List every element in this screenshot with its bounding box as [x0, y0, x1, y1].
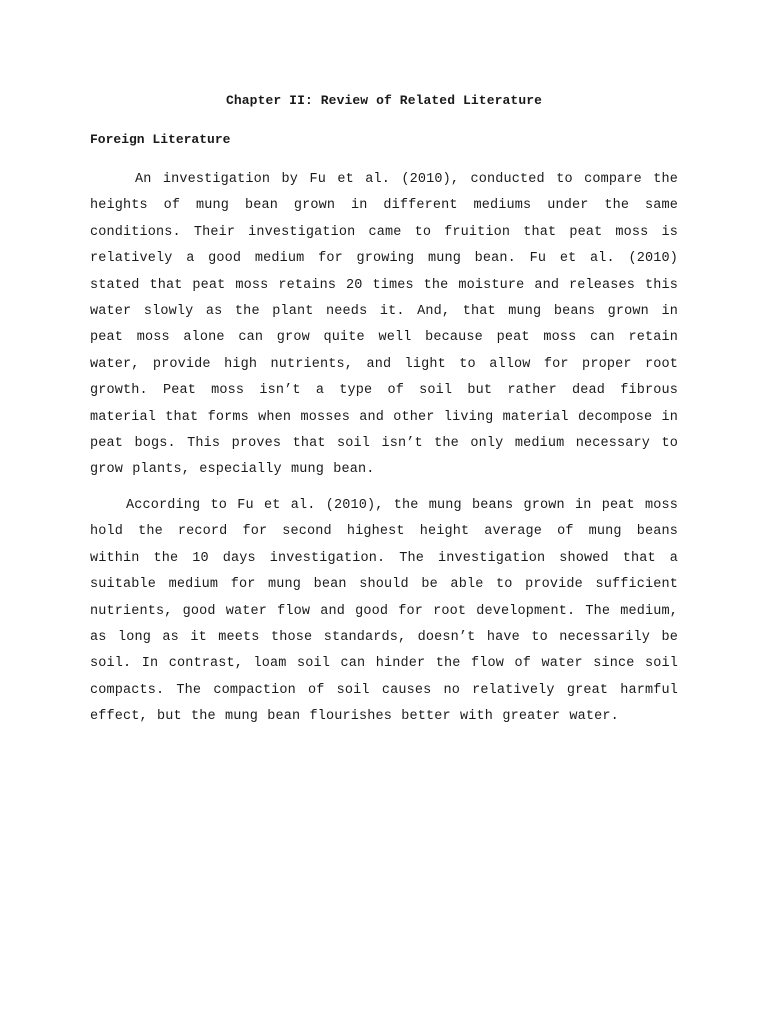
- document-page: [90, 88, 678, 731]
- paragraph-1: An investigation by Fu et al. (2010), conducted to compare the heights of mung bean grown in different mediums under the same conditions. Their investigation came to fruition that peat moss is relatively a good medium for growing mung bean. Fu et al. (2010) stated that peat moss retains 20 times the moisture and releases this water slowly as the plant needs it. And, that mung beans grown in peat moss alone can grow quite well because peat moss can retain water, provide high nutrients, and light to allow for proper root growth. Peat moss isn’t a type of soil but rather dead fibrous material that forms when mosses and other living material decompose in peat bogs. This proves that soil isn’t the only medium necessary to grow plants, especially mung bean.: [90, 172, 678, 478]
- paragraph-2: According to Fu et al. (2010), the mung beans grown in peat moss hold the record for second highest height average of mung beans within the 10 days investigation. The investigation showed that a suitable medium for mung bean should be able to provide sufficient nutrients, good water flow and good for root development. The medium, as long as it meets those standards, doesn’t have to necessarily be soil. In contrast, loam soil can hinder the flow of water since soil compacts. The compaction of soil causes no relatively great harmful effect, but the mung bean flourishes better with greater water.: [90, 497, 678, 725]
- chapter-title: Chapter II: Review of Related Literature: [225, 93, 543, 108]
- section-heading: Foreign Literature: [90, 132, 231, 147]
